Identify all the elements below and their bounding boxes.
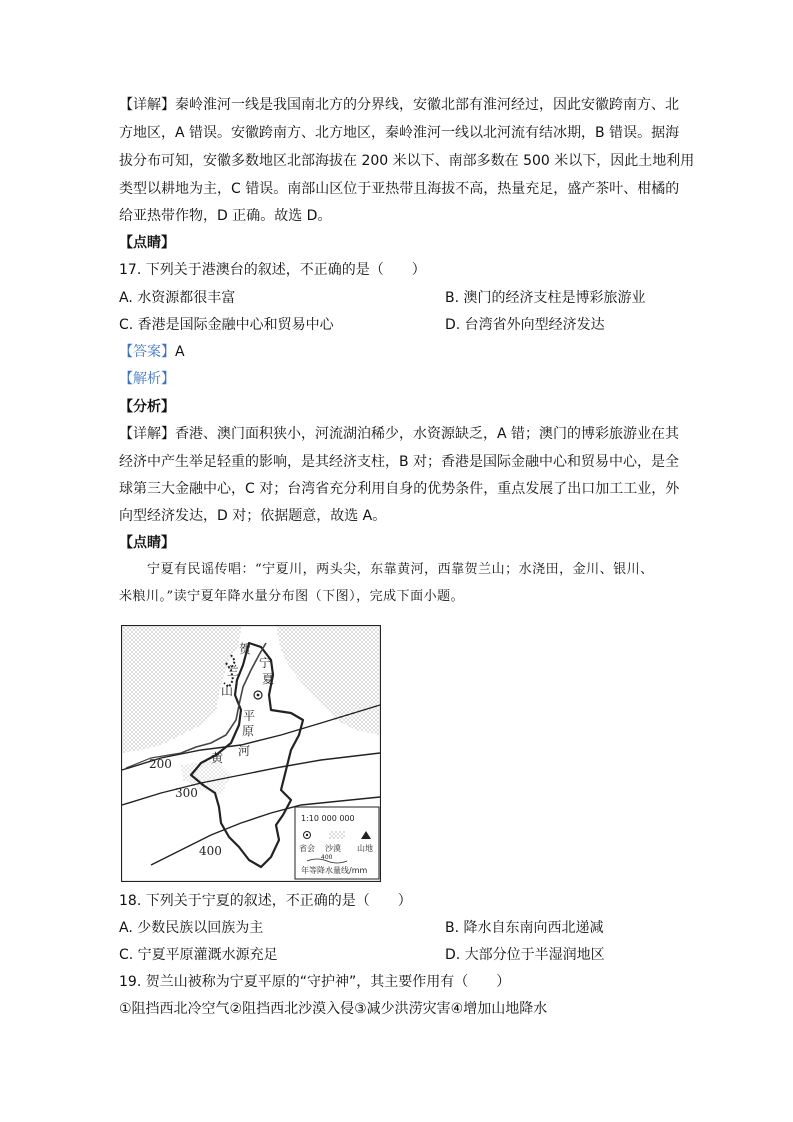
q17-detail-line-1: 【详解】香港、澳门面积狭小，河流湖泊稀少，水资源缺乏，A 错；澳门的博彩旅游业在其 xyxy=(119,426,680,442)
q18-option-a: A. 少数民族以回族为主 xyxy=(119,920,264,936)
q17-option-c: C. 香港是国际金融中心和贸易中心 xyxy=(119,317,334,333)
q17-option-d: D. 台湾省外向型经济发达 xyxy=(445,317,605,333)
legend-desert: 沙漠 xyxy=(325,844,341,853)
legend-capital-icon-dot xyxy=(306,834,308,836)
fenxi-heading: 【分析】 xyxy=(119,399,175,415)
detail-line-4: 类型以耕地为主，C 错误。南部山区位于亚热带且海拔不高，热量充足，盛产茶叶、柑橘的 xyxy=(119,181,680,197)
tip-heading-2: 【点睛】 xyxy=(119,535,175,551)
q17-detail-line-4: 向型经济发达，D 对；依据题意，故选 A。 xyxy=(119,508,387,524)
q17-stem: 17. 下列关于港澳台的叙述，不正确的是（ ） xyxy=(119,262,426,278)
q17-detail-line-2: 经济中产生举足轻重的影响，是其经济支柱，B 对；香港是国际金融中心和贸易中心，是全 xyxy=(119,454,680,470)
detail-line-2: 方地区，A 错误。安徽跨南方、北方地区，秦岭淮河一线以北河流有结冰期，B 错误。据海 xyxy=(119,125,680,141)
legend-isoline: 年等降水量线/mm xyxy=(301,866,368,875)
intro-line-1: 宁夏有民谣传唱：“宁夏川，两头尖，东靠黄河，西靠贺兰山；水浇田，金川、银川、 xyxy=(147,562,654,577)
legend-scale: 1:10 000 000 xyxy=(301,814,355,823)
q18-option-b: B. 降水自东南向西北递减 xyxy=(445,920,604,936)
q18-stem: 18. 下列关于宁夏的叙述，不正确的是（ ） xyxy=(119,893,412,909)
q17-option-b: B. 澳门的经济支柱是博彩旅游业 xyxy=(445,290,646,306)
map-label-he: 贺 xyxy=(239,642,252,656)
answer-value: A xyxy=(175,344,185,360)
isoline-label-400: 400 xyxy=(199,844,222,858)
q18-option-c: C. 宁夏平原灌溉水源充足 xyxy=(119,947,278,963)
ningxia-precipitation-map xyxy=(121,625,381,882)
map-label-shan: 山 xyxy=(221,684,234,698)
q19-stem: 19. 贺兰山被称为宁夏平原的“守护神”，其主要作用有（ ） xyxy=(119,974,511,990)
map-label-ning: 宁 xyxy=(259,656,272,670)
detail-line-1: 【详解】秦岭淮河一线是我国南北方的分界线，安徽北部有淮河经过，因此安徽跨南方、北 xyxy=(119,97,679,113)
analysis-label: 【解析】 xyxy=(119,371,175,387)
map-label-xia: 夏 xyxy=(262,672,275,686)
map-label-lan: 兰 xyxy=(227,664,240,678)
yinchuan-capital-dot xyxy=(257,694,260,697)
map-label-huang: 黄 xyxy=(211,751,224,765)
q17-detail-line-3: 球第三大金融中心，C 对；台湾省充分利用自身的优势条件，重点发展了出口加工工业，外 xyxy=(119,481,680,497)
tip-heading: 【点睛】 xyxy=(119,235,175,251)
map-label-hebig: 河 xyxy=(238,744,251,758)
legend-desert-icon xyxy=(329,831,345,839)
detail-line-5: 给亚热带作物，D 正确。故选 D。 xyxy=(119,208,332,224)
q18-option-d: D. 大部分位于半湿润地区 xyxy=(445,947,605,963)
q17-option-a: A. 水资源都很丰富 xyxy=(119,290,236,306)
answer-label: 【答案】 xyxy=(119,344,175,360)
detail-line-3: 拔分布可知，安徽多数地区北部海拔在 200 米以下、南部多数在 500 米以下，因此土地利用 xyxy=(119,153,695,169)
legend-capital: 省会 xyxy=(299,844,315,853)
intro-line-2: 米粮川。”读宁夏年降水量分布图（下图），完成下面小题。 xyxy=(119,589,465,604)
q19-options: ①阻挡西北冷空气②阻挡西北沙漠入侵③减少洪涝灾害④增加山地降水 xyxy=(119,1001,548,1017)
isoline-label-200: 200 xyxy=(149,757,172,771)
map-label-yuan: 原 xyxy=(242,724,255,738)
legend-mountain: 山地 xyxy=(357,844,373,853)
legend-isoline-value: 400 xyxy=(321,854,333,861)
map-label-ping: 平 xyxy=(243,709,256,723)
q17-answer xyxy=(119,342,185,362)
isoline-label-300: 300 xyxy=(175,786,198,800)
